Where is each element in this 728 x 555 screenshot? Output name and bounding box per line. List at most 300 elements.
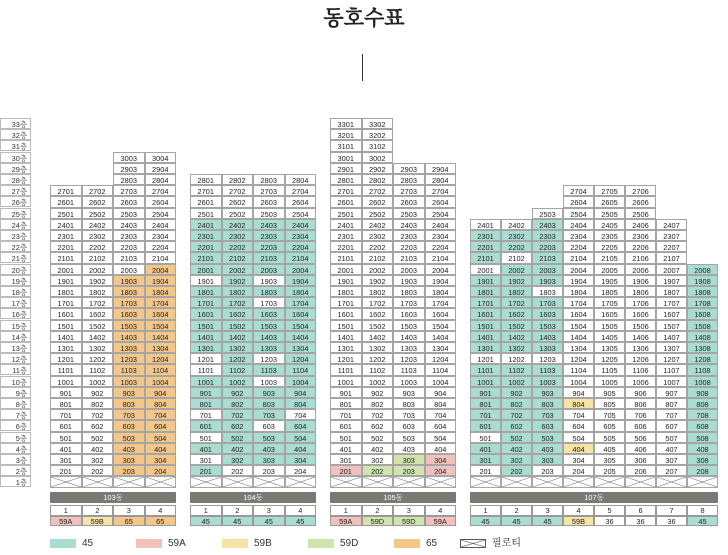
pilotis-cell bbox=[563, 476, 594, 487]
unit-cell: 604 bbox=[563, 420, 594, 431]
unit-cell: 1103 bbox=[393, 364, 425, 375]
line-number: 2 bbox=[222, 505, 254, 516]
unit-cell: 2201 bbox=[50, 241, 82, 252]
line-type: 45 bbox=[222, 516, 254, 527]
unit-cell: 1701 bbox=[470, 297, 501, 308]
pilotis-cell bbox=[190, 476, 222, 487]
unit-cell: 2602 bbox=[362, 196, 394, 207]
unit-cell: 1104 bbox=[285, 364, 317, 375]
unit-cell: 908 bbox=[687, 387, 718, 398]
unit-cell: 1803 bbox=[253, 286, 285, 297]
unit-cell: 806 bbox=[625, 398, 656, 409]
unit-cell: 204 bbox=[563, 465, 594, 476]
unit-cell: 1201 bbox=[50, 353, 82, 364]
unit-cell: 2003 bbox=[393, 264, 425, 275]
line-number: 2 bbox=[362, 505, 394, 516]
line-type: 45 bbox=[501, 516, 532, 527]
unit-cell: 1503 bbox=[393, 320, 425, 331]
unit-cell: 2403 bbox=[253, 219, 285, 230]
unit-cell: 2801 bbox=[330, 174, 362, 185]
unit-cell: 2204 bbox=[285, 241, 317, 252]
unit-cell: 1702 bbox=[362, 297, 394, 308]
unit-cell: 1906 bbox=[625, 275, 656, 286]
unit-cell: 803 bbox=[113, 398, 145, 409]
unit-cell: 2102 bbox=[222, 252, 254, 263]
unit-cell: 904 bbox=[563, 387, 594, 398]
unit-cell: 2605 bbox=[594, 196, 625, 207]
unit-cell: 1707 bbox=[656, 297, 687, 308]
line-type: 65 bbox=[113, 516, 145, 527]
unit-cell: 3302 bbox=[362, 118, 394, 129]
line-type: 59B bbox=[82, 516, 114, 527]
line-type: 36 bbox=[594, 516, 625, 527]
unit-cell: 1903 bbox=[113, 275, 145, 286]
unit-cell: 403 bbox=[113, 443, 145, 454]
unit-cell: 1704 bbox=[145, 297, 177, 308]
unit-cell: 302 bbox=[222, 454, 254, 465]
pilotis-cell bbox=[594, 476, 625, 487]
unit-cell: 2505 bbox=[594, 208, 625, 219]
unit-cell: 1603 bbox=[253, 308, 285, 319]
floor-label: 19층 bbox=[0, 275, 31, 286]
line-number: 2 bbox=[82, 505, 114, 516]
unit-cell: 2402 bbox=[501, 219, 532, 230]
unit-cell: 602 bbox=[222, 420, 254, 431]
unit-cell: 603 bbox=[393, 420, 425, 431]
unit-cell: 901 bbox=[330, 387, 362, 398]
unit-cell: 1401 bbox=[50, 331, 82, 342]
unit-cell: 1302 bbox=[82, 342, 114, 353]
unit-cell: 1003 bbox=[393, 376, 425, 387]
unit-cell: 804 bbox=[563, 398, 594, 409]
unit-cell: 603 bbox=[253, 420, 285, 431]
unit-cell: 2201 bbox=[190, 241, 222, 252]
unit-cell: 1501 bbox=[50, 320, 82, 331]
unit-cell: 3201 bbox=[330, 129, 362, 140]
legend-label: 필로티 bbox=[492, 538, 521, 549]
unit-cell: 903 bbox=[113, 387, 145, 398]
unit-cell: 401 bbox=[190, 443, 222, 454]
unit-cell: 703 bbox=[113, 409, 145, 420]
line-number: 3 bbox=[113, 505, 145, 516]
unit-cell: 202 bbox=[82, 465, 114, 476]
line-type: 36 bbox=[656, 516, 687, 527]
line-number: 7 bbox=[656, 505, 687, 516]
unit-cell: 2602 bbox=[82, 196, 114, 207]
unit-cell: 504 bbox=[145, 432, 177, 443]
unit-cell: 204 bbox=[145, 465, 177, 476]
unit-cell: 704 bbox=[285, 409, 317, 420]
unit-cell: 1801 bbox=[50, 286, 82, 297]
unit-cell: 2706 bbox=[625, 185, 656, 196]
unit-cell: 2304 bbox=[425, 230, 457, 241]
line-type: 45 bbox=[190, 516, 222, 527]
unit-cell: 507 bbox=[656, 432, 687, 443]
unit-cell: 2604 bbox=[145, 196, 177, 207]
line-number: 8 bbox=[687, 505, 718, 516]
unit-cell: 1502 bbox=[362, 320, 394, 331]
unit-cell: 1402 bbox=[501, 331, 532, 342]
unit-cell: 1206 bbox=[625, 353, 656, 364]
line-number: 4 bbox=[285, 505, 317, 516]
pilotis-cell bbox=[687, 476, 718, 487]
unit-cell: 808 bbox=[687, 398, 718, 409]
unit-cell: 1306 bbox=[625, 342, 656, 353]
unit-cell: 804 bbox=[285, 398, 317, 409]
unit-cell: 201 bbox=[190, 465, 222, 476]
unit-cell: 1702 bbox=[501, 297, 532, 308]
unit-cell: 2403 bbox=[532, 219, 563, 230]
legend-label: 59B bbox=[254, 538, 272, 549]
unit-cell: 1304 bbox=[425, 342, 457, 353]
unit-cell: 1102 bbox=[362, 364, 394, 375]
line-number: 6 bbox=[625, 505, 656, 516]
unit-cell: 2804 bbox=[285, 174, 317, 185]
unit-cell: 2404 bbox=[145, 219, 177, 230]
unit-cell: 1602 bbox=[362, 308, 394, 319]
unit-cell: 2402 bbox=[362, 219, 394, 230]
unit-cell: 804 bbox=[145, 398, 177, 409]
unit-cell: 2603 bbox=[113, 196, 145, 207]
pilotis-cell bbox=[253, 476, 285, 487]
unit-cell: 901 bbox=[470, 387, 501, 398]
unit-cell: 2603 bbox=[253, 196, 285, 207]
unit-cell: 1804 bbox=[145, 286, 177, 297]
unit-cell: 2003 bbox=[113, 264, 145, 275]
unit-cell: 1904 bbox=[285, 275, 317, 286]
unit-cell: 803 bbox=[393, 398, 425, 409]
unit-cell: 1903 bbox=[253, 275, 285, 286]
unit-cell: 1504 bbox=[563, 320, 594, 331]
unit-cell: 601 bbox=[330, 420, 362, 431]
unit-cell: 301 bbox=[190, 454, 222, 465]
unit-cell: 1408 bbox=[687, 331, 718, 342]
unit-cell: 2204 bbox=[563, 241, 594, 252]
unit-cell: 1502 bbox=[82, 320, 114, 331]
unit-cell: 2404 bbox=[563, 219, 594, 230]
unit-cell: 1005 bbox=[594, 376, 625, 387]
pilotis-cell bbox=[625, 476, 656, 487]
unit-cell: 1802 bbox=[222, 286, 254, 297]
building-name: 107동 bbox=[470, 492, 718, 503]
unit-cell: 1008 bbox=[687, 376, 718, 387]
unit-cell: 604 bbox=[145, 420, 177, 431]
unit-cell: 2102 bbox=[362, 252, 394, 263]
legend-swatch-59d bbox=[308, 539, 334, 548]
unit-cell: 703 bbox=[253, 409, 285, 420]
unit-cell: 401 bbox=[50, 443, 82, 454]
unit-cell: 2302 bbox=[82, 230, 114, 241]
unit-cell: 203 bbox=[532, 465, 563, 476]
floor-label: 21층 bbox=[0, 252, 31, 263]
unit-cell: 703 bbox=[532, 409, 563, 420]
unit-cell: 1905 bbox=[594, 275, 625, 286]
unit-cell: 2504 bbox=[285, 208, 317, 219]
unit-cell: 1006 bbox=[625, 376, 656, 387]
unit-cell: 1102 bbox=[501, 364, 532, 375]
unit-cell: 2004 bbox=[145, 264, 177, 275]
unit-cell: 1902 bbox=[501, 275, 532, 286]
line-number: 4 bbox=[425, 505, 457, 516]
unit-cell: 203 bbox=[393, 465, 425, 476]
unit-cell: 1304 bbox=[285, 342, 317, 353]
unit-cell: 2201 bbox=[470, 241, 501, 252]
unit-cell: 404 bbox=[285, 443, 317, 454]
unit-cell: 408 bbox=[687, 443, 718, 454]
pilotis-cell bbox=[470, 476, 501, 487]
unit-cell: 1304 bbox=[563, 342, 594, 353]
unit-cell: 1303 bbox=[253, 342, 285, 353]
unit-cell: 1608 bbox=[687, 308, 718, 319]
unit-cell: 1404 bbox=[563, 331, 594, 342]
line-number: 1 bbox=[190, 505, 222, 516]
unit-cell: 502 bbox=[222, 432, 254, 443]
unit-cell: 1401 bbox=[330, 331, 362, 342]
unit-cell: 1207 bbox=[656, 353, 687, 364]
unit-cell: 1302 bbox=[362, 342, 394, 353]
unit-cell: 3001 bbox=[330, 152, 362, 163]
unit-cell: 2306 bbox=[625, 230, 656, 241]
unit-cell: 2401 bbox=[330, 219, 362, 230]
unit-cell: 2902 bbox=[362, 163, 394, 174]
unit-cell: 2504 bbox=[563, 208, 594, 219]
unit-cell: 1104 bbox=[563, 364, 594, 375]
unit-cell: 304 bbox=[563, 454, 594, 465]
unit-cell: 1804 bbox=[563, 286, 594, 297]
unit-cell: 2103 bbox=[532, 252, 563, 263]
unit-cell: 208 bbox=[687, 465, 718, 476]
unit-cell: 2104 bbox=[285, 252, 317, 263]
unit-cell: 802 bbox=[501, 398, 532, 409]
unit-cell: 2703 bbox=[393, 185, 425, 196]
unit-cell: 2702 bbox=[362, 185, 394, 196]
unit-cell: 2407 bbox=[656, 219, 687, 230]
unit-cell: 902 bbox=[222, 387, 254, 398]
line-type: 59B bbox=[563, 516, 594, 527]
building-name: 105동 bbox=[330, 492, 456, 503]
unit-cell: 2207 bbox=[656, 241, 687, 252]
floor-label: 11층 bbox=[0, 364, 31, 375]
unit-cell: 1403 bbox=[532, 331, 563, 342]
unit-cell: 707 bbox=[656, 409, 687, 420]
unit-cell: 1404 bbox=[145, 331, 177, 342]
unit-cell: 901 bbox=[50, 387, 82, 398]
unit-cell: 2504 bbox=[145, 208, 177, 219]
unit-cell: 701 bbox=[190, 409, 222, 420]
unit-cell: 403 bbox=[393, 443, 425, 454]
unit-cell: 2803 bbox=[113, 174, 145, 185]
line-number: 2 bbox=[501, 505, 532, 516]
unit-cell: 2904 bbox=[425, 163, 457, 174]
line-number: 4 bbox=[145, 505, 177, 516]
unit-cell: 1602 bbox=[501, 308, 532, 319]
unit-cell: 1803 bbox=[113, 286, 145, 297]
unit-cell: 701 bbox=[330, 409, 362, 420]
unit-cell: 304 bbox=[425, 454, 457, 465]
unit-cell: 2203 bbox=[253, 241, 285, 252]
unit-cell: 1103 bbox=[253, 364, 285, 375]
unit-cell: 301 bbox=[470, 454, 501, 465]
unit-cell: 1103 bbox=[532, 364, 563, 375]
line-number: 5 bbox=[594, 505, 625, 516]
unit-cell: 2202 bbox=[362, 241, 394, 252]
unit-cell: 1502 bbox=[222, 320, 254, 331]
unit-cell: 602 bbox=[82, 420, 114, 431]
unit-cell: 801 bbox=[470, 398, 501, 409]
unit-cell: 401 bbox=[330, 443, 362, 454]
line-number: 3 bbox=[253, 505, 285, 516]
unit-cell: 1604 bbox=[285, 308, 317, 319]
unit-cell: 2007 bbox=[656, 264, 687, 275]
floor-label: 16층 bbox=[0, 308, 31, 319]
unit-cell: 1104 bbox=[145, 364, 177, 375]
unit-cell: 303 bbox=[253, 454, 285, 465]
unit-cell: 1603 bbox=[393, 308, 425, 319]
pilotis-cell bbox=[113, 476, 145, 487]
unit-cell: 2005 bbox=[594, 264, 625, 275]
unit-cell: 2501 bbox=[50, 208, 82, 219]
unit-cell: 305 bbox=[594, 454, 625, 465]
unit-cell: 1501 bbox=[330, 320, 362, 331]
unit-cell: 1402 bbox=[222, 331, 254, 342]
unit-cell: 1103 bbox=[113, 364, 145, 375]
unit-cell: 2701 bbox=[330, 185, 362, 196]
unit-cell: 202 bbox=[501, 465, 532, 476]
unit-cell: 704 bbox=[145, 409, 177, 420]
unit-cell: 1904 bbox=[145, 275, 177, 286]
legend-swatch-65 bbox=[394, 539, 420, 548]
unit-cell: 1504 bbox=[425, 320, 457, 331]
floor-label: 9층 bbox=[0, 387, 31, 398]
unit-cell: 502 bbox=[82, 432, 114, 443]
floor-label: 1층 bbox=[0, 476, 31, 487]
unit-cell: 1202 bbox=[362, 353, 394, 364]
unit-cell: 506 bbox=[625, 432, 656, 443]
unit-cell: 503 bbox=[113, 432, 145, 443]
unit-cell: 1702 bbox=[222, 297, 254, 308]
building-name: 103동 bbox=[50, 492, 176, 503]
unit-cell: 303 bbox=[532, 454, 563, 465]
unit-cell: 1101 bbox=[190, 364, 222, 375]
unit-cell: 303 bbox=[113, 454, 145, 465]
unit-cell: 2704 bbox=[425, 185, 457, 196]
unit-cell: 1901 bbox=[330, 275, 362, 286]
unit-cell: 2003 bbox=[532, 264, 563, 275]
line-type: 45 bbox=[687, 516, 718, 527]
unit-cell: 2001 bbox=[330, 264, 362, 275]
unit-cell: 1003 bbox=[532, 376, 563, 387]
unit-cell: 2101 bbox=[470, 252, 501, 263]
unit-cell: 2904 bbox=[145, 163, 177, 174]
unit-cell: 1606 bbox=[625, 308, 656, 319]
unit-cell: 503 bbox=[532, 432, 563, 443]
unit-cell: 2002 bbox=[362, 264, 394, 275]
unit-cell: 202 bbox=[222, 465, 254, 476]
unit-cell: 503 bbox=[393, 432, 425, 443]
unit-cell: 903 bbox=[393, 387, 425, 398]
unit-cell: 2302 bbox=[501, 230, 532, 241]
unit-cell: 708 bbox=[687, 409, 718, 420]
unit-cell: 906 bbox=[625, 387, 656, 398]
unit-cell: 1407 bbox=[656, 331, 687, 342]
unit-cell: 1302 bbox=[501, 342, 532, 353]
unit-cell: 1903 bbox=[393, 275, 425, 286]
pilotis-cell bbox=[501, 476, 532, 487]
legend-swatch-45 bbox=[50, 539, 76, 548]
unit-cell: 402 bbox=[501, 443, 532, 454]
unit-cell: 1808 bbox=[687, 286, 718, 297]
unit-cell: 2501 bbox=[330, 208, 362, 219]
unit-cell: 503 bbox=[253, 432, 285, 443]
unit-cell: 706 bbox=[625, 409, 656, 420]
pilotis-cell bbox=[285, 476, 317, 487]
unit-cell: 901 bbox=[190, 387, 222, 398]
unit-cell: 1504 bbox=[145, 320, 177, 331]
unit-cell: 505 bbox=[594, 432, 625, 443]
unit-cell: 1406 bbox=[625, 331, 656, 342]
unit-cell: 204 bbox=[285, 465, 317, 476]
unit-cell: 605 bbox=[594, 420, 625, 431]
unit-cell: 603 bbox=[113, 420, 145, 431]
unit-cell: 2704 bbox=[145, 185, 177, 196]
unit-cell: 1302 bbox=[222, 342, 254, 353]
unit-cell: 1102 bbox=[82, 364, 114, 375]
line-number: 3 bbox=[393, 505, 425, 516]
unit-cell: 802 bbox=[82, 398, 114, 409]
unit-cell: 1604 bbox=[563, 308, 594, 319]
floor-label: 20층 bbox=[0, 264, 31, 275]
pilotis-cell bbox=[145, 476, 177, 487]
floor-label: 17층 bbox=[0, 297, 31, 308]
unit-cell: 306 bbox=[625, 454, 656, 465]
unit-cell: 601 bbox=[50, 420, 82, 431]
floor-label: 13층 bbox=[0, 342, 31, 353]
unit-cell: 1806 bbox=[625, 286, 656, 297]
unit-cell: 704 bbox=[563, 409, 594, 420]
unit-cell: 2302 bbox=[222, 230, 254, 241]
unit-cell: 1002 bbox=[82, 376, 114, 387]
floor-label: 5층 bbox=[0, 432, 31, 443]
floor-label: 18층 bbox=[0, 286, 31, 297]
unit-cell: 2202 bbox=[222, 241, 254, 252]
legend-label: 59A bbox=[168, 538, 186, 549]
unit-cell: 1107 bbox=[656, 364, 687, 375]
unit-cell: 501 bbox=[330, 432, 362, 443]
unit-cell: 1303 bbox=[532, 342, 563, 353]
unit-cell: 1901 bbox=[470, 275, 501, 286]
unit-cell: 1105 bbox=[594, 364, 625, 375]
unit-cell: 2404 bbox=[285, 219, 317, 230]
unit-cell: 1501 bbox=[470, 320, 501, 331]
legend-label: 65 bbox=[426, 538, 438, 549]
unit-cell: 2703 bbox=[253, 185, 285, 196]
unit-cell: 2303 bbox=[532, 230, 563, 241]
unit-cell: 3004 bbox=[145, 152, 177, 163]
unit-cell: 2402 bbox=[222, 219, 254, 230]
unit-cell: 2201 bbox=[330, 241, 362, 252]
unit-cell: 1604 bbox=[145, 308, 177, 319]
line-number: 4 bbox=[563, 505, 594, 516]
unit-cell: 601 bbox=[470, 420, 501, 431]
unit-cell: 2804 bbox=[425, 174, 457, 185]
floor-label: 27층 bbox=[0, 185, 31, 196]
unit-cell: 1602 bbox=[82, 308, 114, 319]
unit-cell: 2103 bbox=[393, 252, 425, 263]
unit-cell: 602 bbox=[362, 420, 394, 431]
unit-cell: 2006 bbox=[625, 264, 656, 275]
unit-cell: 1201 bbox=[330, 353, 362, 364]
unit-cell: 405 bbox=[594, 443, 625, 454]
